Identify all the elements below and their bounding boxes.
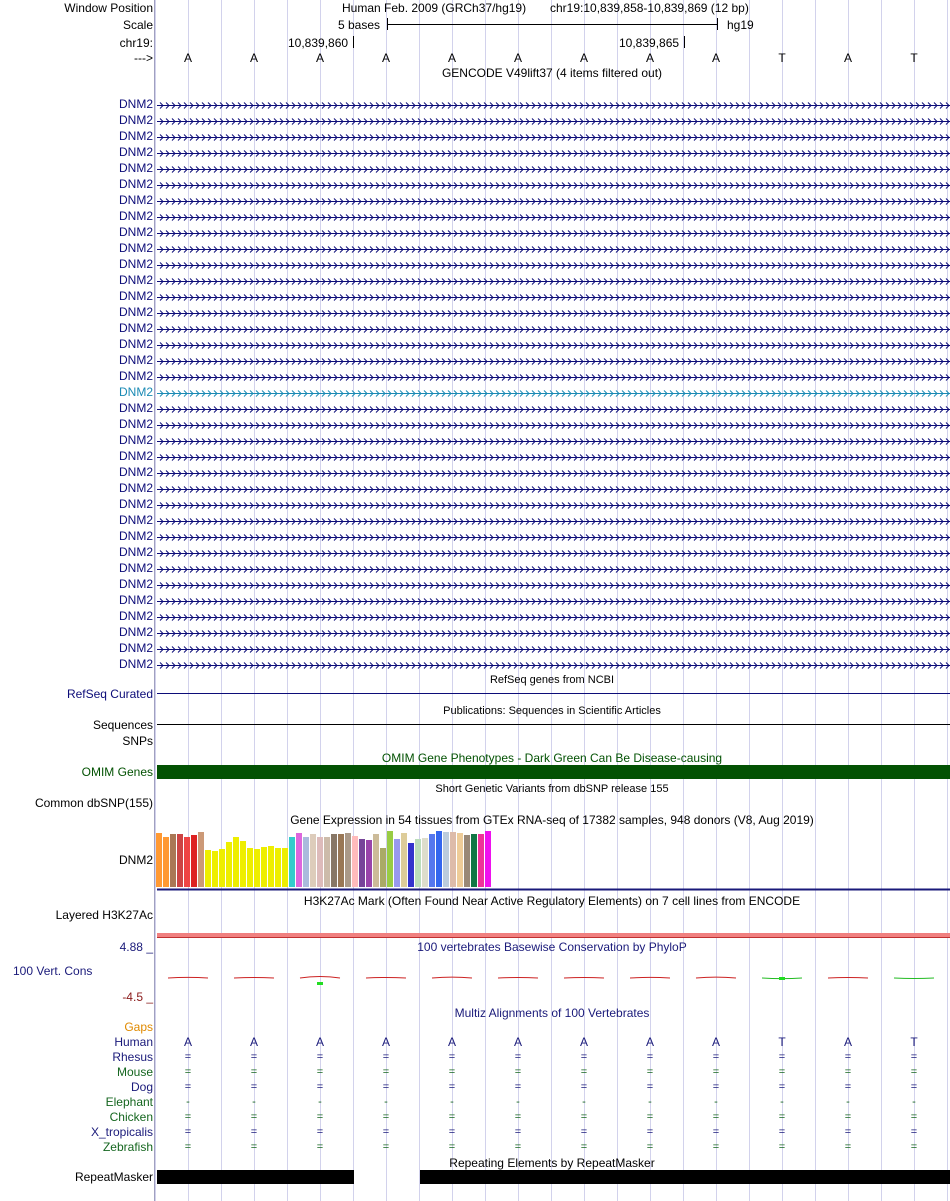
gtex-tissue-bar [436,831,442,887]
alignment-base: = [778,1066,786,1078]
gtex-tissue-bar [310,834,316,887]
alignment-base: = [382,1126,390,1138]
gtex-tissue-bar [282,848,288,887]
gtex-tissue-bar [163,837,169,887]
alignment-base: = [646,1066,654,1078]
gencode-transcript-line[interactable] [157,307,950,319]
refseq-track-label[interactable]: RefSeq Curated [66,687,153,701]
h3k27ac-track-label[interactable]: Layered H3K27Ac [55,908,153,922]
alignment-base: = [778,1111,786,1123]
alignment-base: = [448,1141,456,1153]
gencode-transcript-label[interactable]: DNM2 [118,497,153,511]
gencode-transcript-label[interactable]: DNM2 [118,561,153,575]
gtex-bar-chart[interactable] [155,827,950,891]
alignment-base: = [448,1111,456,1123]
phylop-score-mark [366,978,406,979]
gencode-transcript-line[interactable] [157,339,950,351]
gencode-transcript-line[interactable] [157,611,950,623]
base-letter: T [910,51,918,65]
alignment-base: = [712,1081,720,1093]
repeatmasker-track-title[interactable]: Repeating Elements by RepeatMasker [449,1156,655,1170]
gencode-transcript-label[interactable]: DNM2 [118,577,153,591]
gtex-track-label[interactable]: DNM2 [118,853,153,867]
gtex-tissue-bar [317,837,323,887]
alignment-base: A [249,1035,259,1049]
alignment-base: = [910,1051,918,1063]
gaps-label[interactable]: Gaps [124,1020,153,1034]
alignment-base: = [844,1051,852,1063]
alignment-base: = [844,1126,852,1138]
gtex-tissue-bar [156,833,162,887]
phylop-score-mark [630,977,670,978]
gencode-transcript-line[interactable] [157,147,950,159]
gtex-tissue-bar [303,837,309,887]
gtex-tissue-bar [415,839,421,887]
alignment-base: - [186,1096,190,1108]
alignment-base: = [250,1066,258,1078]
base-letter: A [711,51,721,65]
alignment-base: = [580,1081,588,1093]
alignment-base: T [910,1035,918,1049]
gencode-transcript-line[interactable] [157,259,950,271]
alignment-base: = [580,1111,588,1123]
gencode-transcript-label[interactable]: DNM2 [118,513,153,527]
alignment-base: = [580,1141,588,1153]
refseq-line[interactable] [157,693,950,694]
alignment-base: = [514,1081,522,1093]
alignment-base: = [316,1141,324,1153]
alignment-base: A [513,1035,523,1049]
gencode-transcript-line[interactable] [157,659,950,671]
alignment-base: = [712,1141,720,1153]
alignment-base: = [844,1111,852,1123]
gencode-transcript-line[interactable] [157,531,950,543]
alignment-base: = [448,1126,456,1138]
base-letter: A [249,51,259,65]
ruler-tick-label: 10,839,865 [619,36,680,50]
gencode-transcript-label[interactable]: DNM2 [118,401,153,415]
gencode-transcript-line[interactable] [157,115,950,127]
gencode-transcript-label[interactable]: DNM2 [118,641,153,655]
alignment-base: = [448,1066,456,1078]
gencode-transcript-line[interactable] [157,227,950,239]
gtex-tissue-bar [401,833,407,887]
gtex-tissue-bar [422,838,428,887]
gencode-transcript-line[interactable] [157,403,950,415]
species-label[interactable]: Dog [130,1080,153,1094]
alignment-base: - [912,1096,916,1108]
scale-bar-left-cap [387,18,388,30]
omim-bar[interactable] [157,765,950,779]
alignment-base: = [514,1126,522,1138]
gtex-tissue-bar [219,849,225,887]
gencode-transcript-label[interactable]: DNM2 [118,465,153,479]
gencode-transcript-line[interactable] [157,99,950,111]
gencode-transcript-line[interactable] [157,179,950,191]
refseq-track-title[interactable]: RefSeq genes from NCBI [489,674,615,686]
gencode-transcript-line[interactable] [157,323,950,335]
gencode-transcript-label[interactable]: DNM2 [118,97,153,111]
alignment-base: = [778,1141,786,1153]
gencode-transcript-line[interactable] [157,643,950,655]
gtex-tissue-bar [289,837,295,887]
alignment-base: = [712,1126,720,1138]
alignment-base: - [714,1096,718,1108]
gtex-tissue-bar [184,837,190,887]
alignment-base: = [514,1111,522,1123]
h3k27ac-track-title[interactable]: H3K27Ac Mark (Often Found Near Active Regulatory Elements) on 7 cell lines from ENCODE [303,894,801,908]
alignment-base: = [184,1081,192,1093]
gencode-transcript-line[interactable] [157,467,950,479]
alignment-base: = [712,1111,720,1123]
gtex-tissue-bar [345,833,351,887]
alignment-base: = [316,1111,324,1123]
scale-bar [387,24,717,25]
alignment-base: = [844,1066,852,1078]
pubs-line[interactable] [157,724,950,725]
alignment-base: - [582,1096,586,1108]
species-label[interactable]: Human [114,1035,153,1049]
omim-track-title[interactable]: OMIM Gene Phenotypes - Dark Green Can Be Disease-causing [381,751,723,765]
phylop-plot[interactable] [155,952,950,996]
alignment-base: A [645,1035,655,1049]
scale-label: Scale [122,18,153,32]
species-label[interactable]: Zebrafish [102,1140,153,1154]
species-label[interactable]: Elephant [105,1095,153,1109]
gencode-transcript-line[interactable] [157,419,950,431]
window-position-label: Window Position [64,1,153,15]
alignment-base: = [382,1141,390,1153]
alignment-base: = [778,1051,786,1063]
gencode-transcript-label[interactable]: DNM2 [118,353,153,367]
gtex-tissue-bar [191,835,197,887]
gtex-tissue-bar [373,834,379,887]
alignment-base: = [514,1066,522,1078]
alignment-base: = [910,1111,918,1123]
alignment-base: - [516,1096,520,1108]
gencode-transcript-line[interactable] [157,547,950,559]
base-letter: T [778,51,786,65]
gtex-tissue-bar [170,834,176,887]
alignment-base: = [316,1066,324,1078]
gencode-transcript-label[interactable]: DNM2 [118,545,153,559]
alignment-base: = [646,1111,654,1123]
alignment-base: = [580,1066,588,1078]
gencode-transcript-label[interactable]: DNM2 [118,529,153,543]
gtex-tissue-bar [485,831,491,887]
alignment-base: - [780,1096,784,1108]
base-letter: A [183,51,193,65]
phylop-score-mark [564,978,604,979]
phylop-max-label: 4.88 _ [119,940,153,954]
omim-track-label[interactable]: OMIM Genes [81,765,153,779]
gencode-transcript-line[interactable] [157,499,950,511]
alignment-base: A [315,1035,325,1049]
gtex-tissue-bar [366,840,372,887]
gencode-transcript-line[interactable] [157,515,950,527]
alignment-base: = [580,1051,588,1063]
alignment-base: = [910,1066,918,1078]
gencode-transcript-line[interactable] [157,627,950,639]
multiz-track-title[interactable]: Multiz Alignments of 100 Vertebrates [454,1006,650,1020]
gencode-transcript-line[interactable] [157,275,950,287]
phylop-track-label[interactable]: 100 Vert. Cons [13,964,93,978]
alignment-base: - [846,1096,850,1108]
alignment-base: = [778,1081,786,1093]
species-label[interactable]: Mouse [116,1065,153,1079]
gencode-transcript-line[interactable] [157,563,950,575]
gencode-transcript-line[interactable] [157,371,950,383]
gencode-transcript-label[interactable]: DNM2 [118,161,153,175]
gencode-transcript-label[interactable]: DNM2 [118,113,153,127]
alignment-base: = [250,1126,258,1138]
alignment-base: = [910,1081,918,1093]
alignment-base: = [910,1126,918,1138]
species-label[interactable]: Rhesus [112,1050,153,1064]
gtex-tissue-bar [275,848,281,887]
gencode-transcript-label[interactable]: DNM2 [118,593,153,607]
phylop-positive-mark [317,982,323,985]
alignment-base: A [711,1035,721,1049]
gtex-tissue-bar [387,831,393,887]
species-label[interactable]: Chicken [109,1110,153,1124]
alignment-base: = [382,1081,390,1093]
alignment-base: = [184,1141,192,1153]
gencode-transcript-label[interactable]: DNM2 [118,657,153,671]
alignment-base: = [712,1051,720,1063]
alignment-base: = [580,1126,588,1138]
gencode-transcript-label[interactable]: DNM2 [118,305,153,319]
alignment-base: = [448,1051,456,1063]
alignment-base: A [447,1035,457,1049]
gencode-transcript-line[interactable] [157,579,950,591]
alignment-base: - [318,1096,322,1108]
alignment-base: = [250,1111,258,1123]
gencode-transcript-label[interactable]: DNM2 [118,289,153,303]
gencode-transcript-line[interactable] [157,435,950,447]
pubs-track-label[interactable]: Sequences [92,718,153,732]
gtex-tissue-bar [443,832,449,887]
alignment-base: T [778,1035,786,1049]
gencode-transcript-label[interactable]: DNM2 [118,177,153,191]
gencode-transcript-label[interactable]: DNM2 [118,241,153,255]
alignment-base: - [648,1096,652,1108]
gtex-tissue-bar [296,833,302,887]
alignment-base: = [712,1066,720,1078]
gencode-transcript-line[interactable] [157,163,950,175]
phylop-score-mark [300,977,340,979]
gencode-transcript-line[interactable] [157,243,950,255]
phylop-score-mark [168,977,208,978]
alignment-base: = [778,1126,786,1138]
gtex-tissue-bar [359,839,365,887]
gencode-transcript-label[interactable]: DNM2 [118,369,153,383]
gencode-transcript-label[interactable]: DNM2 [118,449,153,463]
alignment-base: A [843,1035,853,1049]
gencode-transcript-label[interactable]: DNM2 [118,337,153,351]
ruler-tick [353,36,354,48]
phylop-score-mark [234,978,274,979]
gtex-tissue-bar [429,834,435,887]
repeat-block[interactable] [420,1170,950,1184]
alignment-base: = [184,1126,192,1138]
base-letter: A [447,51,457,65]
gtex-tissue-bar [352,836,358,887]
ruler-tick [684,36,685,48]
alignment-base: = [514,1051,522,1063]
alignment-base: = [184,1066,192,1078]
alignment-base: = [184,1051,192,1063]
alignment-base: = [646,1081,654,1093]
gtex-tissue-bar [226,842,232,887]
gtex-tissue-bar [324,837,330,887]
label-separator [154,0,155,1201]
position-readout: chr19:10,839,858-10,839,869 (12 bp) [550,1,749,15]
species-label[interactable]: X_tropicalis [90,1125,153,1139]
phylop-score-mark [498,978,538,979]
alignment-base: = [910,1141,918,1153]
gtex-tissue-bar [198,832,204,887]
gtex-tissue-bar [338,834,344,887]
alignment-base: = [250,1051,258,1063]
gencode-transcript-label[interactable]: DNM2 [118,193,153,207]
gencode-transcript-line[interactable] [157,451,950,463]
alignment-base: - [450,1096,454,1108]
alignment-base: - [252,1096,256,1108]
alignment-base: = [382,1066,390,1078]
alignment-base: = [514,1141,522,1153]
phylop-score-mark [696,977,736,978]
gencode-transcript-label[interactable]: DNM2 [118,129,153,143]
alignment-base: - [384,1096,388,1108]
gencode-transcript-label[interactable]: DNM2 [118,145,153,159]
base-letter: A [315,51,325,65]
db-label: hg19 [727,18,754,32]
phylop-score-mark [828,978,868,979]
gtex-tissue-bar [254,849,260,887]
gtex-tissue-bar [478,834,484,887]
gtex-tissue-bar [331,834,337,887]
gtex-tissue-bar [261,847,267,887]
gencode-transcript-line[interactable] [157,291,950,303]
alignment-base: = [316,1051,324,1063]
ruler-tick-label: 10,839,860 [288,36,349,50]
gtex-track-title[interactable]: Gene Expression in 54 tissues from GTEx RNA-seq of 17382 samples, 948 donors (V8, Aug 2019) [290,813,814,827]
gtex-tissue-bar [268,846,274,887]
gencode-transcript-label[interactable]: DNM2 [118,481,153,495]
gencode-transcript-label[interactable]: DNM2 [118,417,153,431]
gencode-transcript-line[interactable] [157,131,950,143]
gencode-transcript-label[interactable]: DNM2 [118,625,153,639]
dbsnp-track-label[interactable]: Common dbSNP(155) [34,796,153,810]
strand-label: ---> [134,51,153,65]
gencode-transcript-line[interactable] [157,195,950,207]
alignment-base: A [381,1035,391,1049]
alignment-base: = [250,1081,258,1093]
gencode-transcript-label[interactable]: DNM2 [118,433,153,447]
alignment-base: = [844,1141,852,1153]
scale-text: 5 bases [338,18,381,32]
h3k27ac-signal[interactable] [157,933,950,938]
alignment-base: = [646,1126,654,1138]
alignment-base: = [184,1111,192,1123]
gtex-tissue-bar [394,839,400,887]
gtex-tissue-bar [408,843,414,887]
gencode-transcript-line[interactable] [157,483,950,495]
phylop-positive-mark [779,977,785,980]
gtex-tissue-bar [240,841,246,887]
phylop-min-label: -4.5 _ [122,990,153,1004]
repeatmasker-track-label[interactable]: RepeatMasker [74,1170,153,1184]
base-letter: A [381,51,391,65]
base-letter: A [513,51,523,65]
phylop-score-mark [432,977,472,978]
alignment-base: = [382,1051,390,1063]
gtex-tissue-bar [471,834,477,887]
gencode-transcript-label[interactable]: DNM2 [118,385,153,399]
gencode-transcript-label[interactable]: DNM2 [118,273,153,287]
base-letter: A [843,51,853,65]
gencode-transcript-label[interactable]: DNM2 [118,321,153,335]
chrom-label: chr19: [119,36,153,50]
alignment-base: = [844,1081,852,1093]
gencode-transcript-line[interactable] [157,387,950,399]
gencode-track-title[interactable]: GENCODE V49lift37 (4 items filtered out) [441,66,663,80]
base-letter: A [645,51,655,65]
gencode-transcript-label[interactable]: DNM2 [118,257,153,271]
alignment-base: = [646,1141,654,1153]
alignment-base: = [250,1141,258,1153]
dbsnp-track-title[interactable]: Short Genetic Variants from dbSNP release 155 [435,783,669,795]
gtex-tissue-bar [177,834,183,887]
gencode-transcript-line[interactable] [157,355,950,367]
base-letter: A [579,51,589,65]
snps-track-label[interactable]: SNPs [122,734,153,748]
phylop-track-title[interactable]: 100 vertebrates Basewise Conservation by PhyloP [417,940,687,954]
gencode-transcript-label[interactable]: DNM2 [118,225,153,239]
phylop-score-mark [894,978,934,979]
gtex-tissue-bar [247,848,253,887]
repeat-block[interactable] [157,1170,354,1184]
assembly-title: Human Feb. 2009 (GRCh37/hg19) [342,1,527,15]
gencode-transcript-line[interactable] [157,211,950,223]
scale-bar-right-cap [717,18,718,30]
alignment-base: A [183,1035,193,1049]
gtex-tissue-bar [205,850,211,887]
alignment-base: = [382,1111,390,1123]
gtex-tissue-bar [450,832,456,887]
gencode-transcript-label[interactable]: DNM2 [118,209,153,223]
gtex-tissue-bar [457,833,463,887]
gtex-tissue-bar [212,851,218,887]
pubs-track-title[interactable]: Publications: Sequences in Scientific Articles [443,705,661,717]
gtex-tissue-bar [233,837,239,887]
gencode-transcript-line[interactable] [157,595,950,607]
alignment-base: A [579,1035,589,1049]
gtex-tissue-bar [464,835,470,887]
alignment-base: = [316,1081,324,1093]
alignment-base: = [646,1051,654,1063]
alignment-base: = [448,1081,456,1093]
gtex-tissue-bar [380,848,386,887]
gencode-transcript-label[interactable]: DNM2 [118,609,153,623]
alignment-base: = [316,1126,324,1138]
